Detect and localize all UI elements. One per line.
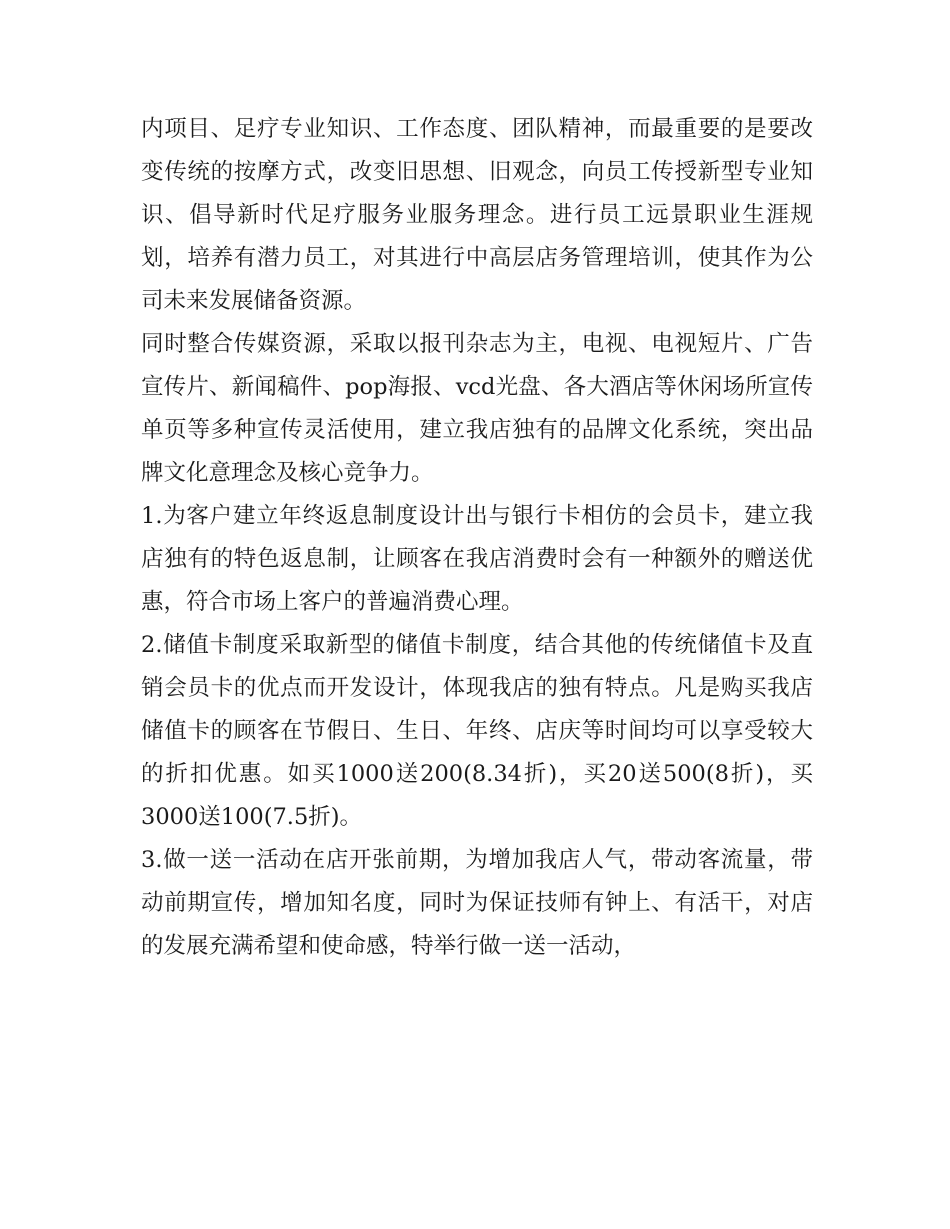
paragraph-buy-one-get-one: 3.做一送一活动在店开张前期，为增加我店人气，带动客流量，带动前期宣传，增加知名度，同时为保证技师有钟上、有活干，对店的发展充满希望和使命感，特举行做一送一活动， <box>141 847 813 959</box>
paragraph-year-end-rebate: 1.为客户建立年终返息制度设计出与银行卡相仿的会员卡，建立我店独有的特色返息制，让顾客在我店消费时会有一种额外的赠送优惠，符合市场上客户的普遍消费心理。 <box>141 503 813 615</box>
paragraph-media-resources: 同时整合传媒资源，采取以报刊杂志为主，电视、电视短片、广告宣传片、新闻稿件、pop海报、vcd光盘、各大酒店等休闲场所宣传单页等多种宣传灵活使用，建立我店独有的品牌文化系统，突出品牌文化意理念及核心竞争力。 <box>141 331 813 486</box>
document-body <box>141 108 813 968</box>
paragraph-staff-training: 内项目、足疗专业知识、工作态度、团队精神，而最重要的是要改变传统的按摩方式，改变旧思想、旧观念，向员工传授新型专业知识、倡导新时代足疗服务业服务理念。进行员工远景职业生涯规划，培养有潜力员工，对其进行中高层店务管理培训，使其作为公司未来发展储备资源。 <box>141 116 813 314</box>
paragraph-stored-value-card: 2.储值卡制度采取新型的储值卡制度，结合其他的传统储值卡及直销会员卡的优点而开发设计，体现我店的独有特点。凡是购买我店储值卡的顾客在节假日、生日、年终、店庆等时间均可以享受较大的折扣优惠。如买1000送200(8.34折)，买20送500(8折)，买3000送100(7.5折)。 <box>141 632 813 830</box>
